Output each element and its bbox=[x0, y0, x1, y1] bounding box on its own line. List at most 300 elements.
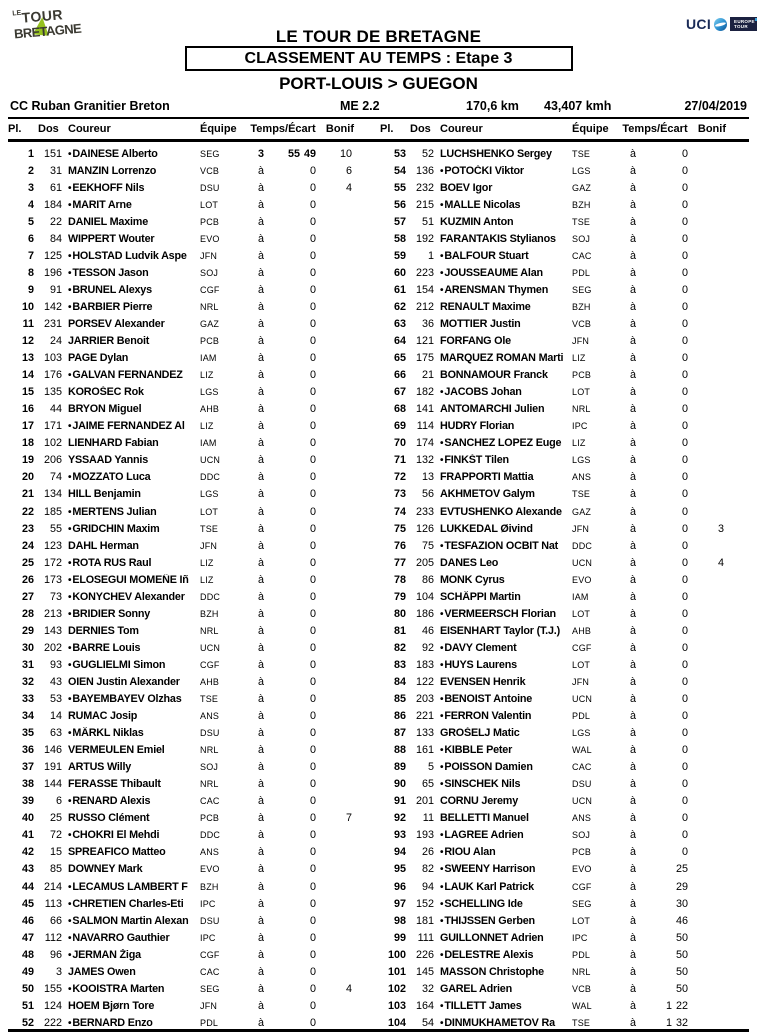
bib-cell: 206 bbox=[43, 454, 62, 467]
time-seconds-cell: 0 bbox=[309, 335, 316, 348]
time-hours-cell: à bbox=[258, 982, 265, 995]
bib-cell: 15 bbox=[49, 846, 62, 859]
team-cell: CGF bbox=[572, 642, 592, 653]
place-cell: 104 bbox=[387, 1016, 406, 1029]
team-cell: DSU bbox=[200, 728, 220, 739]
team-cell: PCB bbox=[572, 847, 592, 858]
rider-bullet-icon: • bbox=[68, 983, 72, 995]
rider-name-cell: •RIOU Alan bbox=[440, 846, 496, 859]
time-seconds-cell: 0 bbox=[681, 522, 688, 535]
team-cell: AHB bbox=[200, 676, 220, 687]
time-hours-cell: à bbox=[258, 778, 265, 791]
time-hours-cell: à bbox=[258, 675, 265, 688]
time-seconds-cell: 0 bbox=[681, 624, 688, 637]
time-seconds-cell: 22 bbox=[675, 999, 688, 1012]
place-cell: 76 bbox=[393, 539, 406, 552]
rider-name-cell: •MALLE Nicolas bbox=[440, 198, 521, 211]
team-cell: CAC bbox=[572, 250, 592, 261]
table-row bbox=[380, 247, 728, 264]
time-hours-cell: à bbox=[630, 266, 637, 279]
time-hours-cell: à bbox=[630, 727, 637, 740]
bib-cell: 21 bbox=[421, 369, 434, 382]
rider-bullet-icon: • bbox=[440, 864, 444, 876]
bib-cell: 171 bbox=[43, 420, 62, 433]
table-row bbox=[8, 520, 356, 537]
place-cell: 2 bbox=[27, 164, 34, 177]
place-cell: 17 bbox=[21, 420, 34, 433]
time-seconds-cell: 0 bbox=[309, 300, 316, 313]
time-seconds-cell: 0 bbox=[681, 795, 688, 808]
place-cell: 68 bbox=[393, 403, 406, 416]
team-cell: NRL bbox=[200, 779, 219, 790]
time-seconds-cell: 0 bbox=[681, 590, 688, 603]
rider-name-cell: •GALVAN FERNANDEZ bbox=[68, 369, 183, 382]
team-cell: LIZ bbox=[200, 421, 214, 432]
table-row bbox=[380, 929, 728, 946]
place-cell: 64 bbox=[393, 335, 406, 348]
classification-subtitle-box: CLASSEMENT AU TEMPS : Etape 3 bbox=[185, 46, 573, 71]
time-seconds-cell: 0 bbox=[681, 420, 688, 433]
time-seconds-cell: 0 bbox=[681, 641, 688, 654]
bib-cell: 1 bbox=[427, 249, 434, 262]
table-row bbox=[380, 179, 728, 196]
right-column-rows bbox=[380, 145, 728, 1031]
team-cell: JFN bbox=[200, 250, 218, 261]
table-row bbox=[380, 384, 728, 401]
time-hours-cell: à bbox=[258, 164, 265, 177]
rider-name-cell: LIENHARD Fabian bbox=[68, 437, 159, 450]
rider-name-cell: •JERMAN Žiga bbox=[68, 948, 141, 961]
table-row bbox=[380, 401, 728, 418]
time-hours-cell: à bbox=[630, 931, 637, 944]
place-cell: 60 bbox=[393, 266, 406, 279]
team-cell: SEG bbox=[200, 983, 220, 994]
table-row bbox=[8, 946, 356, 963]
table-row bbox=[380, 554, 728, 571]
team-cell: JFN bbox=[572, 336, 590, 347]
bib-cell: 124 bbox=[43, 999, 62, 1012]
rider-bullet-icon: • bbox=[440, 438, 444, 450]
time-hours-cell: à bbox=[258, 522, 265, 535]
team-cell: VCB bbox=[572, 318, 592, 329]
col-header-time: Temps/Écart bbox=[622, 123, 688, 135]
table-row bbox=[8, 179, 356, 196]
table-row bbox=[380, 691, 728, 708]
time-hours-cell: à bbox=[258, 693, 265, 706]
time-hours-cell: à bbox=[630, 164, 637, 177]
time-hours-cell: à bbox=[630, 658, 637, 671]
rider-bullet-icon: • bbox=[440, 779, 444, 791]
time-seconds-cell: 0 bbox=[681, 710, 688, 723]
time-seconds-cell: 0 bbox=[309, 249, 316, 262]
rider-name-cell: DANIEL Maxime bbox=[68, 215, 149, 228]
rider-name-cell: BELLETTI Manuel bbox=[440, 812, 529, 825]
table-row bbox=[380, 503, 728, 520]
time-seconds-cell: 50 bbox=[675, 931, 688, 944]
place-cell: 28 bbox=[21, 607, 34, 620]
place-cell: 6 bbox=[27, 232, 34, 245]
bib-cell: 142 bbox=[43, 300, 62, 313]
team-cell: LOT bbox=[572, 915, 591, 926]
bib-cell: 26 bbox=[421, 846, 434, 859]
rider-bullet-icon: • bbox=[68, 523, 72, 535]
time-seconds-cell: 0 bbox=[681, 607, 688, 620]
time-minutes-cell: 1 bbox=[665, 999, 672, 1012]
rider-name-cell: •DINMUKHAMETOV Ra bbox=[440, 1016, 555, 1029]
team-cell: NRL bbox=[200, 301, 219, 312]
rider-bullet-icon: • bbox=[440, 898, 444, 910]
place-cell: 4 bbox=[27, 198, 34, 211]
time-hours-cell: à bbox=[630, 795, 637, 808]
place-cell: 93 bbox=[393, 829, 406, 842]
time-hours-cell: à bbox=[258, 573, 265, 586]
place-cell: 79 bbox=[393, 590, 406, 603]
place-cell: 13 bbox=[21, 352, 34, 365]
bib-cell: 221 bbox=[415, 710, 434, 723]
place-cell: 29 bbox=[21, 624, 34, 637]
time-seconds-cell: 0 bbox=[681, 249, 688, 262]
place-cell: 33 bbox=[21, 693, 34, 706]
rider-bullet-icon: • bbox=[440, 847, 444, 859]
time-seconds-cell: 0 bbox=[309, 931, 316, 944]
place-cell: 49 bbox=[21, 965, 34, 978]
rider-name-cell: KUZMIN Anton bbox=[440, 215, 514, 228]
time-seconds-cell: 0 bbox=[309, 812, 316, 825]
rider-name-cell: •BRUNEL Alexys bbox=[68, 283, 152, 296]
team-cell: SOJ bbox=[200, 267, 219, 278]
team-cell: DDC bbox=[200, 472, 221, 483]
time-hours-cell: à bbox=[630, 283, 637, 296]
table-row bbox=[380, 827, 728, 844]
time-hours-cell: à bbox=[258, 488, 265, 501]
place-cell: 62 bbox=[393, 300, 406, 313]
rider-name-cell: WIPPERT Wouter bbox=[68, 232, 155, 245]
time-hours-cell: à bbox=[258, 965, 265, 978]
time-hours-cell: à bbox=[258, 829, 265, 842]
table-row bbox=[8, 281, 356, 298]
place-cell: 11 bbox=[22, 317, 34, 330]
rider-bullet-icon: • bbox=[440, 659, 444, 671]
uci-badge-line2: TOUR bbox=[734, 24, 748, 29]
rider-bullet-icon: • bbox=[440, 694, 444, 706]
rider-name-cell: MOTTIER Justin bbox=[440, 317, 521, 330]
place-cell: 1 bbox=[27, 147, 34, 160]
rider-name-cell: •FINKŠT Tilen bbox=[440, 454, 509, 467]
rider-name-cell: •ARENSMAN Thymen bbox=[440, 283, 549, 296]
rider-bullet-icon: • bbox=[68, 1017, 72, 1029]
rider-name-cell: •BARRE Louis bbox=[68, 641, 141, 654]
rider-name-cell: •LECAMUS LAMBERT F bbox=[68, 880, 188, 893]
time-seconds-cell: 0 bbox=[309, 215, 316, 228]
bib-cell: 136 bbox=[415, 164, 434, 177]
rider-name-cell: AKHMETOV Galym bbox=[440, 488, 535, 501]
place-cell: 77 bbox=[393, 556, 406, 569]
rider-bullet-icon: • bbox=[68, 881, 72, 893]
rider-name-cell: FORFANG Ole bbox=[440, 335, 511, 348]
time-hours-cell: à bbox=[258, 897, 265, 910]
team-cell: EVO bbox=[572, 864, 592, 875]
rider-bullet-icon: • bbox=[440, 881, 444, 893]
bib-cell: 52 bbox=[421, 147, 434, 160]
bib-cell: 184 bbox=[43, 198, 62, 211]
place-cell: 47 bbox=[21, 931, 34, 944]
time-seconds-cell: 0 bbox=[309, 829, 316, 842]
bib-cell: 6 bbox=[55, 795, 62, 808]
time-hours-cell: à bbox=[258, 948, 265, 961]
time-hours-cell: à bbox=[630, 693, 637, 706]
rider-bullet-icon: • bbox=[440, 915, 444, 927]
bib-cell: 212 bbox=[415, 300, 434, 313]
time-seconds-cell: 0 bbox=[681, 505, 688, 518]
time-hours-cell: à bbox=[258, 317, 265, 330]
time-seconds-cell: 0 bbox=[681, 181, 688, 194]
bib-cell: 91 bbox=[49, 283, 62, 296]
team-cell: JFN bbox=[200, 540, 218, 551]
team-cell: LGS bbox=[572, 455, 591, 466]
table-row bbox=[380, 264, 728, 281]
bib-cell: 182 bbox=[415, 386, 434, 399]
rider-name-cell: EVENSEN Henrik bbox=[440, 675, 526, 688]
place-cell: 41 bbox=[21, 829, 34, 842]
time-seconds-cell: 0 bbox=[309, 283, 316, 296]
time-hours-cell: à bbox=[630, 999, 637, 1012]
place-cell: 70 bbox=[393, 437, 406, 450]
bib-cell: 13 bbox=[421, 471, 434, 484]
table-row bbox=[8, 878, 356, 895]
table-row bbox=[380, 895, 728, 912]
bonif-cell: 3 bbox=[717, 522, 724, 535]
rider-name-cell: RUMAC Josip bbox=[68, 710, 138, 723]
bib-cell: 82 bbox=[421, 863, 434, 876]
team-cell: DSU bbox=[572, 779, 592, 790]
time-seconds-cell: 0 bbox=[681, 369, 688, 382]
bib-cell: 44 bbox=[49, 403, 62, 416]
time-seconds-cell: 49 bbox=[303, 147, 316, 160]
place-cell: 22 bbox=[21, 505, 34, 518]
time-hours-cell: à bbox=[630, 352, 637, 365]
time-seconds-cell: 0 bbox=[681, 658, 688, 671]
bib-cell: 11 bbox=[422, 812, 434, 825]
time-seconds-cell: 0 bbox=[681, 386, 688, 399]
team-cell: SEG bbox=[572, 898, 592, 909]
bib-cell: 213 bbox=[43, 607, 62, 620]
time-hours-cell: à bbox=[258, 744, 265, 757]
table-row bbox=[380, 742, 728, 759]
time-seconds-cell: 50 bbox=[675, 982, 688, 995]
table-row bbox=[380, 759, 728, 776]
rider-name-cell: BOEV Igor bbox=[440, 181, 493, 194]
time-hours-cell: à bbox=[630, 300, 637, 313]
table-row bbox=[380, 861, 728, 878]
team-cell: IAM bbox=[200, 438, 217, 449]
place-cell: 56 bbox=[393, 198, 406, 211]
col-header-place: Pl. bbox=[8, 123, 22, 135]
rider-bullet-icon: • bbox=[440, 284, 444, 296]
rider-name-cell: •RENARD Alexis bbox=[68, 795, 151, 808]
place-cell: 96 bbox=[393, 880, 406, 893]
rider-bullet-icon: • bbox=[68, 574, 72, 586]
place-cell: 44 bbox=[21, 880, 34, 893]
place-cell: 40 bbox=[21, 812, 34, 825]
place-cell: 43 bbox=[21, 863, 34, 876]
bib-cell: 173 bbox=[43, 573, 62, 586]
table-row bbox=[8, 145, 356, 162]
team-cell: GAZ bbox=[572, 506, 592, 517]
time-seconds-cell: 0 bbox=[681, 744, 688, 757]
team-cell: LOT bbox=[572, 387, 591, 398]
bib-cell: 92 bbox=[421, 641, 434, 654]
table-row bbox=[380, 537, 728, 554]
bib-cell: 103 bbox=[43, 352, 62, 365]
time-hours-cell: à bbox=[630, 215, 637, 228]
time-seconds-cell: 0 bbox=[681, 812, 688, 825]
table-row bbox=[8, 844, 356, 861]
time-hours-cell: à bbox=[258, 420, 265, 433]
time-hours-cell: à bbox=[630, 573, 637, 586]
time-seconds-cell: 0 bbox=[309, 624, 316, 637]
rider-bullet-icon: • bbox=[68, 301, 72, 313]
place-cell: 34 bbox=[21, 710, 34, 723]
rider-bullet-icon: • bbox=[68, 557, 72, 569]
team-cell: JFN bbox=[572, 676, 590, 687]
place-cell: 66 bbox=[393, 369, 406, 382]
time-seconds-cell: 0 bbox=[681, 675, 688, 688]
rider-bullet-icon: • bbox=[68, 421, 72, 433]
team-cell: IPC bbox=[572, 932, 588, 943]
place-cell: 3 bbox=[27, 181, 34, 194]
time-hours-cell: à bbox=[630, 829, 637, 842]
bib-cell: 73 bbox=[49, 590, 62, 603]
time-seconds-cell: 0 bbox=[309, 403, 316, 416]
bib-cell: 93 bbox=[49, 658, 62, 671]
place-cell: 72 bbox=[393, 471, 406, 484]
place-cell: 86 bbox=[393, 710, 406, 723]
place-cell: 100 bbox=[387, 948, 406, 961]
bib-cell: 125 bbox=[43, 249, 62, 262]
rider-name-cell: •ELOSEGUI MOMEÑE Iñ bbox=[68, 573, 189, 586]
table-row bbox=[380, 639, 728, 656]
team-cell: CGF bbox=[200, 659, 220, 670]
place-cell: 87 bbox=[393, 727, 406, 740]
table-row bbox=[8, 776, 356, 793]
time-seconds-cell: 0 bbox=[681, 846, 688, 859]
rider-bullet-icon: • bbox=[440, 642, 444, 654]
team-cell: PCB bbox=[200, 336, 220, 347]
bib-cell: 141 bbox=[415, 403, 434, 416]
rider-name-cell: •ROTA RUS Raul bbox=[68, 556, 152, 569]
place-cell: 95 bbox=[393, 863, 406, 876]
time-seconds-cell: 0 bbox=[309, 744, 316, 757]
time-hours-cell: à bbox=[630, 317, 637, 330]
race-category: ME 2.2 bbox=[340, 99, 380, 113]
rider-name-cell: •KIBBLE Peter bbox=[440, 744, 513, 757]
divider-line bbox=[8, 117, 749, 119]
table-row bbox=[8, 554, 356, 571]
place-cell: 61 bbox=[393, 283, 406, 296]
place-cell: 90 bbox=[393, 778, 406, 791]
rider-bullet-icon: • bbox=[440, 608, 444, 620]
time-seconds-cell: 0 bbox=[309, 897, 316, 910]
stage-route-title: PORT-LOUIS > GUEGON bbox=[279, 74, 478, 93]
team-cell: LIZ bbox=[572, 353, 586, 364]
bib-cell: 223 bbox=[415, 266, 434, 279]
team-cell: TSE bbox=[572, 216, 591, 227]
place-cell: 94 bbox=[393, 846, 406, 859]
table-row bbox=[380, 656, 728, 673]
place-cell: 37 bbox=[21, 761, 34, 774]
bonif-cell: 7 bbox=[345, 812, 352, 825]
bib-cell: 132 bbox=[415, 454, 434, 467]
team-cell: LGS bbox=[572, 165, 591, 176]
time-seconds-cell: 0 bbox=[309, 232, 316, 245]
time-seconds-cell: 0 bbox=[309, 641, 316, 654]
rider-bullet-icon: • bbox=[68, 472, 72, 484]
col-header-bonif: Bonif bbox=[697, 123, 726, 135]
bib-cell: 231 bbox=[43, 317, 62, 330]
table-row bbox=[8, 997, 356, 1014]
bib-cell: 174 bbox=[415, 437, 434, 450]
team-cell: LIZ bbox=[200, 370, 214, 381]
rider-name-cell: KOROŠEC Rok bbox=[68, 386, 144, 399]
time-hours-cell: à bbox=[630, 437, 637, 450]
bib-cell: 113 bbox=[44, 897, 62, 910]
bib-cell: 55 bbox=[49, 522, 62, 535]
place-cell: 9 bbox=[27, 283, 34, 296]
team-cell: AHB bbox=[572, 625, 592, 636]
col-header-bib: Dos bbox=[38, 123, 59, 135]
bib-cell: 102 bbox=[43, 437, 62, 450]
rider-name-cell: PORSEV Alexander bbox=[68, 317, 165, 330]
team-cell: LIZ bbox=[572, 438, 586, 449]
table-row bbox=[380, 588, 728, 605]
place-cell: 71 bbox=[393, 454, 406, 467]
time-seconds-cell: 0 bbox=[681, 352, 688, 365]
rider-bullet-icon: • bbox=[68, 608, 72, 620]
place-cell: 88 bbox=[393, 744, 406, 757]
logo-le-text: LE bbox=[12, 9, 22, 18]
time-hours-cell: à bbox=[258, 352, 265, 365]
bib-cell: 46 bbox=[421, 624, 434, 637]
time-seconds-cell: 0 bbox=[681, 539, 688, 552]
team-cell: WAL bbox=[572, 1000, 592, 1011]
rider-name-cell: FERASSE Thibault bbox=[68, 778, 161, 791]
rider-name-cell: HOEM Bjørn Tore bbox=[68, 999, 155, 1012]
rider-name-cell: •BRIDIER Sonny bbox=[68, 607, 151, 620]
time-hours-cell: à bbox=[630, 181, 637, 194]
bib-cell: 31 bbox=[49, 164, 62, 177]
rider-bullet-icon: • bbox=[68, 949, 72, 961]
bib-cell: 43 bbox=[49, 675, 62, 688]
table-row bbox=[8, 571, 356, 588]
bib-cell: 22 bbox=[49, 215, 62, 228]
rider-name-cell: •HOLSTAD Ludvik Aspe bbox=[68, 249, 187, 262]
time-hours-cell: à bbox=[630, 965, 637, 978]
time-hours-cell: à bbox=[630, 403, 637, 416]
bib-cell: 74 bbox=[49, 471, 62, 484]
team-cell: IAM bbox=[200, 353, 217, 364]
rider-name-cell: GAREL Adrien bbox=[440, 982, 512, 995]
rider-name-cell: GROŠELJ Matic bbox=[440, 727, 520, 740]
table-row bbox=[8, 230, 356, 247]
time-seconds-cell: 0 bbox=[309, 317, 316, 330]
rider-name-cell: BRYON Miguel bbox=[68, 403, 142, 416]
team-cell: PCB bbox=[200, 216, 220, 227]
place-cell: 83 bbox=[393, 658, 406, 671]
rider-bullet-icon: • bbox=[440, 199, 444, 211]
time-seconds-cell: 0 bbox=[309, 164, 316, 177]
table-row bbox=[380, 435, 728, 452]
rider-bullet-icon: • bbox=[440, 711, 444, 723]
